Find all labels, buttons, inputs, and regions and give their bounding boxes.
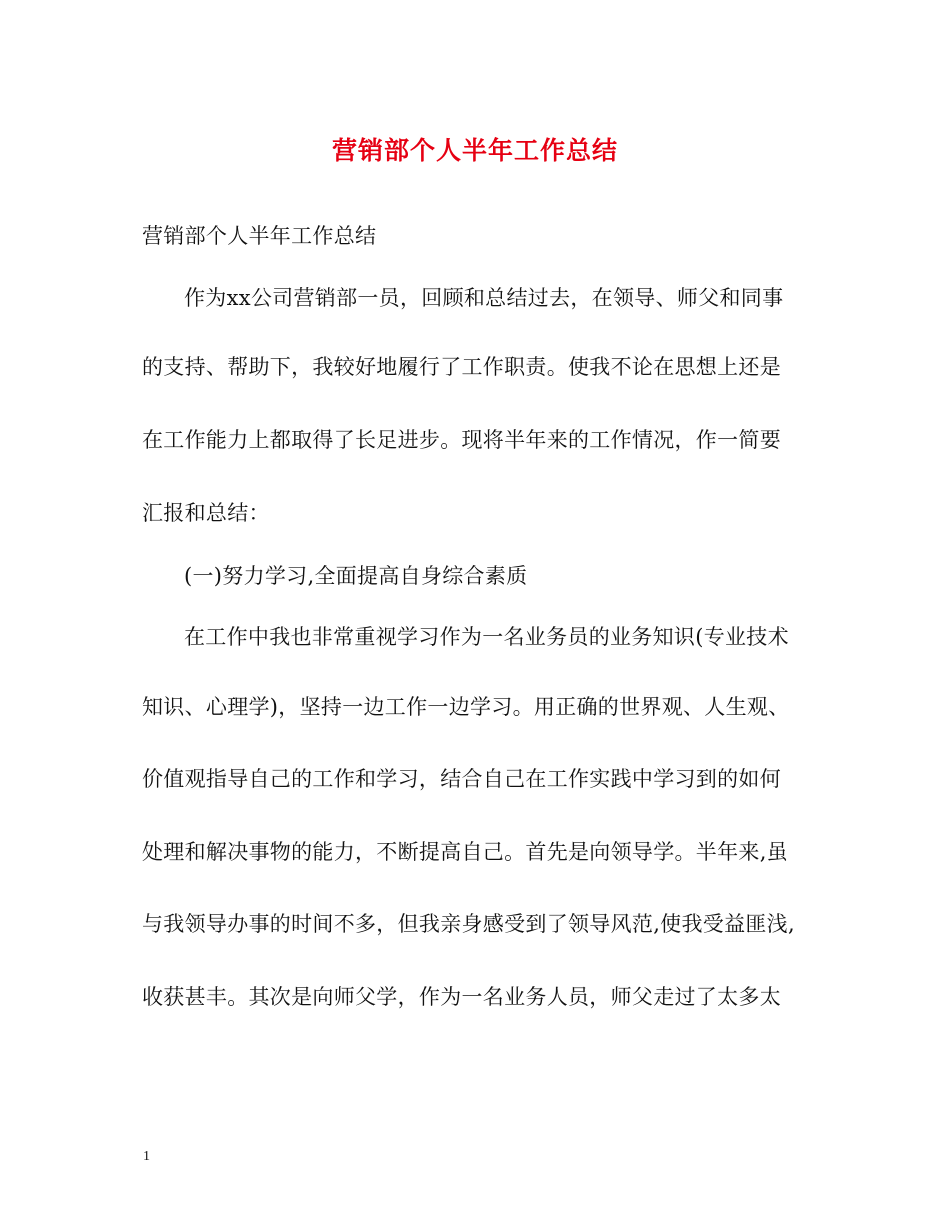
- section-heading: (一)努力学习,全面提高自身综合素质: [184, 564, 528, 588]
- paragraph-line: 处理和解决事物的能力，不断提高自己。首先是向领导学。半年来,虽: [142, 840, 788, 864]
- paragraph-line: 作为xx公司营销部一员，回顾和总结过去，在领导、师父和同事: [184, 286, 784, 310]
- paragraph-line: 在工作中我也非常重视学习作为一名业务员的业务知识(专业技术: [184, 625, 789, 649]
- paragraph-line: 知识、心理学)，坚持一边工作一边学习。用正确的世界观、人生观、: [142, 695, 790, 719]
- document-title: 营销部个人半年工作总结: [331, 136, 618, 165]
- paragraph-line: 的支持、帮助下，我较好地履行了工作职责。使我不论在思想上还是: [142, 355, 781, 379]
- paragraph-line: 价值观指导自己的工作和学习，结合自己在工作实践中学习到的如何: [142, 767, 781, 791]
- page-number: 1: [143, 1149, 150, 1164]
- paragraph-line: 在工作能力上都取得了长足进步。现将半年来的工作情况，作一简要: [142, 428, 781, 452]
- paragraph-line: 与我领导办事的时间不多，但我亲身感受到了领导风范,使我受益匪浅,: [142, 912, 795, 936]
- paragraph-line: 汇报和总结：: [142, 501, 270, 525]
- paragraph-line: 收获甚丰。其次是向师父学，作为一名业务人员，师父走过了太多太: [142, 985, 781, 1009]
- document-subtitle: 营销部个人半年工作总结: [142, 224, 377, 248]
